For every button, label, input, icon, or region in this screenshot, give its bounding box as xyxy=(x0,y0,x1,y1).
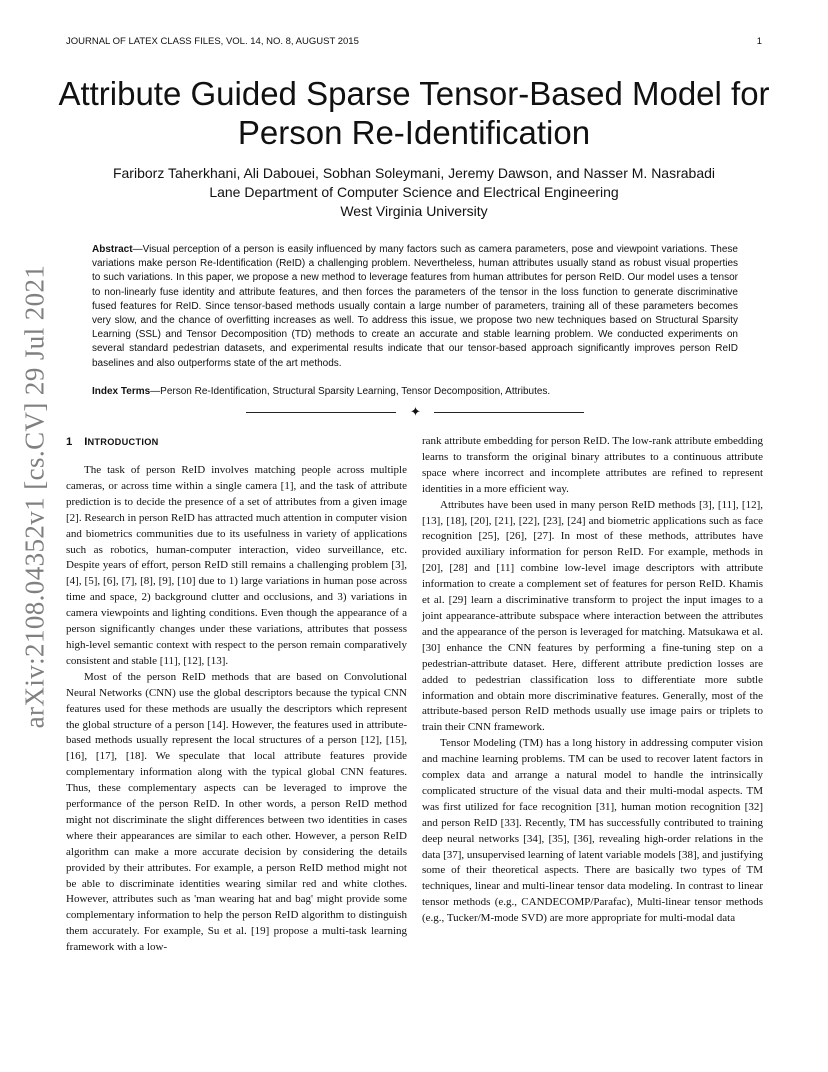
paragraph: Most of the person ReID methods that are based on Convolutional Neural Networks (CNN) use the global descriptors because the typical CNN features used for these methods are usually the descriptors which represent the global structure of a person [14]. However, the features used in attribute-based methods usually represent the local structures of a person [12], [15], [16], [17], [18]. We speculate that local attribute features provide complementary information along with the typical global CNN features. Thus, these complementary aspects can be leveraged to improve the performance of the person ReID. In other words, a person ReID method might not discriminate the slight differences between two identities in cases where their appearances are similar to each other. However, a person ReID algorithm can make a more accurate decision by considering the details provided by their attributes. For example, a person ReID method might not be able to discriminate identities wearing similar red and white clothes. However, attributes such as 'man wearing hat and bag' might provide some complementary information to help the person ReID algorithm to distinguish them accurately. For example, Su et al. [19] propose a multi-task learning framework with a low- xyxy=(66,670,407,954)
divider-ornament-icon: ✦ xyxy=(410,404,421,419)
author-university: West Virginia University xyxy=(340,203,488,219)
body-column-left xyxy=(66,434,407,956)
arxiv-identifier-stamp xyxy=(10,264,60,728)
paragraph: rank attribute embedding for person ReID. The low-rank attribute embedding learns to transform the original binary attributes to a continuous attribute space where incorrect and incomplete attributes are refined to represent identities in a more efficient way. xyxy=(422,435,763,495)
abstract-label: Abstract xyxy=(92,244,133,255)
abstract xyxy=(92,243,738,371)
index-terms-label: Index Terms xyxy=(92,386,151,397)
author-block xyxy=(40,164,788,221)
section-heading xyxy=(66,434,407,450)
divider-line-right xyxy=(434,412,584,413)
author-department: Lane Department of Computer Science and Electrical Engineering xyxy=(209,184,619,200)
abstract-text: —Visual perception of a person is easily influenced by many factors such as camera parameters, pose and viewpoint variations. These variations make person Re-Identification (ReID) a challenging problem. Nevertheless, human attributes usually stand as robust visual properties to such variations. In this paper, we propose a new method to leverage features from human attributes for person ReID. Our model uses a tensor to non-linearly fuse identity and attribute features, and then forces the parameters of the tensor in the loss function to generate discriminative fused features for ReID. Since tensor-based methods usually contain a large number of parameters, training all of these parameters becomes very slow, and the chance of overfitting increases as well. To address this issue, we propose two new techniques based on Structural Sparsity Learning (SSL) and Tensor Decomposition (TD) methods to create an accurate and stable learning problem. We conducted experiments on several standard pedestrian datasets, and experimental results indicate that our tensor-based approach significantly improves person ReID baselines and also outperforms state of the art methods. xyxy=(92,244,738,369)
section-title-initial: I xyxy=(84,436,88,448)
index-terms xyxy=(92,385,738,399)
journal-name: JOURNAL OF LATEX CLASS FILES, VOL. 14, NO. 8, AUGUST 2015 xyxy=(66,36,359,47)
divider-line-left xyxy=(246,412,396,413)
paragraph: The task of person ReID involves matching people across multiple cameras, or across time within a single camera [1], and the task of attribute prediction is to decide the presence of a set of attributes from a given image [2]. Research in person ReID has attracted much attention in computer vision and biometrics communities due to its usefulness in variety of applications such as robotics, human-computer interaction, video surveillance, etc. Despite years of effort, person ReID still remains a challenging problem [3], [4], [5], [6], [7], [8], [9], [10] due to 1) large variations in human pose across time and space, 2) background clutter and occlusions, and 3) variations in camera viewpoints and lighting conditions. Even though the appearance of a person significantly changes under these variations, attributes that possess high-level semantic context with respect to the person remain comparatively consistent and stable [11], [12], [13]. xyxy=(66,464,407,667)
page-number: 1 xyxy=(756,36,762,47)
author-names: Fariborz Taherkhani, Ali Dabouei, Sobhan Soleymani, Jeremy Dawson, and Nasser M. Nasrabadi xyxy=(112,165,716,181)
arxiv-id-text: arXiv:2108.04352v1 [cs.CV] 29 Jul 2021 xyxy=(19,264,50,728)
running-header xyxy=(66,36,762,50)
body-column-right xyxy=(422,434,763,927)
paper-title: Attribute Guided Sparse Tensor-Based Model for Person Re-Identification xyxy=(58,75,770,151)
section-number: 1 xyxy=(66,436,73,448)
paragraph: Attributes have been used in many person ReID methods [3], [11], [12], [13], [18], [20], [21], [22], [23], [24] and biometric applications such as face recognition [25], [26], [27]. In most of these methods, attributes have provided auxiliary information for person ReID. For example, methods in [20], [28] and [11] combine low-level image descriptors with attribute information to create a complement set of features for person ReID. Khamis et al. [29] learn a discriminative transform to project the input images to a joint appearance-attribute subspace where interaction between the attributes and the appearance of the person is leveraged for matching. Matsukawa et al. [30] enhance the CNN features by performing a fine-tuning step on a pedestrian-attribute dataset. Here, different attribute prediction losses are added to pedestrian classification loss to differentiate more subtle information and obtain more discriminative features. Generally, most of the attribute-based person ReID methods usually use image pairs or triplets to train their CNN framework. xyxy=(422,498,763,734)
index-terms-text: —Person Re-Identification, Structural Sparsity Learning, Tensor Decomposition, Attributes. xyxy=(150,386,551,397)
paragraph: Tensor Modeling (TM) has a long history in addressing computer vision and machine learning problems. TM can be used to recover latent factors in complex data and arrange a natural model to handle the intrinsically complicated structure of the visual data and their multi-modal aspects. TM was first utilized for face recognition [31], human motion recognition [32] and person ReID [33]. Recently, TM has successfully contributed to training deep neural networks [34], [35], [36], revealing high-order relations in the data [37], unsupervised learning of latent variable models [38], and justifying some of their theoretical aspects. There are basically two types of TM techniques, linear and multi-linear tensor data modeling. In contrast to linear tensor methods (e.g., CANDECOMP/Parafac), Multi-linear tensor methods (e.g., Tucker/M-mode SVD) are more appropriate for multi-modal data xyxy=(422,737,763,925)
section-divider xyxy=(246,404,584,420)
section-title-rest: NTRODUCTION xyxy=(87,437,159,447)
